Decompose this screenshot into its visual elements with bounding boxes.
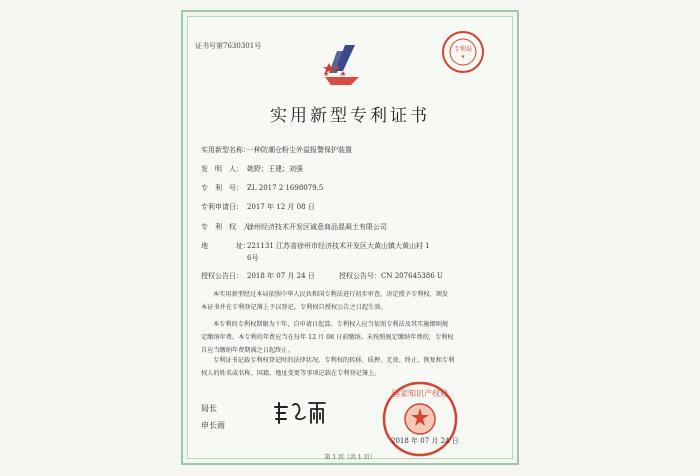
director-signature-icon	[273, 395, 333, 429]
paragraph-1	[201, 288, 501, 314]
seal-date: 2018 年 07 月 24 日	[391, 437, 459, 445]
patent-office-stamp-icon	[440, 29, 486, 75]
field-inventor	[201, 164, 303, 174]
svg-text:★: ★	[460, 54, 466, 60]
paragraph-2	[201, 318, 501, 357]
paragraph-line: 专利证书记载专利权登记时的法律状况。专利权的转移、质押、无效、终止、恢复和专利	[213, 357, 455, 364]
field-value: 2017 年 12 月 08 日	[247, 203, 315, 211]
seal-text: 国家知识产权局	[392, 389, 448, 398]
field-label: 专 利 权 人：	[201, 223, 257, 231]
field-address	[201, 241, 430, 251]
paragraph-line: 本证书并在专利登记簿上予以登记。专利权自授权公告之日起生效。	[201, 304, 387, 311]
grant-number-value: CN 207645386 U	[381, 272, 443, 280]
certificate-number: 证书号第7630301号	[195, 42, 262, 50]
paragraph-line: 本专利的专利权期限为十年，自申请日起算。专利权人应当依照专利法及其实施细则规	[213, 321, 449, 328]
patent-office-logo-icon	[321, 43, 363, 87]
grant-number-label: 授权公告号：	[339, 272, 381, 280]
field-label: 授权公告日：	[201, 272, 243, 280]
field-value: 姚野；王建；刘强	[247, 165, 303, 173]
paragraph-line: 定缴纳年费。本专利的年费应当在每年 12 月 08 日前缴纳。未按照规定缴纳年费的，专利权	[201, 334, 454, 341]
paragraph-line: 权人的姓名或名称、国籍、地址变更等事项记载在专利登记簿上。	[201, 370, 381, 377]
field-filing-date	[201, 202, 315, 212]
field-patentee	[201, 222, 387, 232]
director-name: 申长雨	[201, 421, 225, 430]
director-title: 局长	[201, 404, 217, 413]
field-grant-date	[201, 271, 443, 281]
field-patent-number	[201, 183, 323, 193]
field-label: 地 址：	[201, 242, 250, 250]
field-value: 徐州经济技术开发区诚意商品混凝土有限公司	[247, 223, 387, 231]
field-value: ZL 2017 2 1698079.5	[247, 184, 324, 192]
page-number: 第 1 页（共 1 页）	[324, 454, 376, 461]
certificate-title: 实用新型专利证书	[270, 106, 430, 126]
field-label: 专利申请日：	[201, 203, 243, 211]
field-address-line-2: 6号	[247, 254, 259, 262]
paragraph-3	[201, 354, 501, 380]
national-ip-office-seal-icon	[381, 380, 459, 458]
field-label: 发 明 人：	[201, 165, 243, 173]
stamp-text-1: 专利局	[453, 46, 473, 53]
field-value: 221131 江苏省徐州市经济技术开发区大黄山镇大黄山村 1	[247, 242, 430, 250]
paragraph-line: 自应当缴纳年费期满之日起终止。	[201, 347, 294, 354]
field-label: 实用新型名称：	[201, 146, 250, 154]
field-label: 专 利 号：	[201, 184, 243, 192]
field-utility-model-name	[201, 145, 352, 155]
field-value: 2018 年 07 月 24 日	[247, 272, 315, 280]
paragraph-line: 本实用新型经过本局依照中华人民共和国专利法进行初步审查，决定授予专利权，颁发	[213, 291, 449, 298]
field-value: 一种防潮仓粉尘外溢报警保护装置	[247, 146, 352, 154]
